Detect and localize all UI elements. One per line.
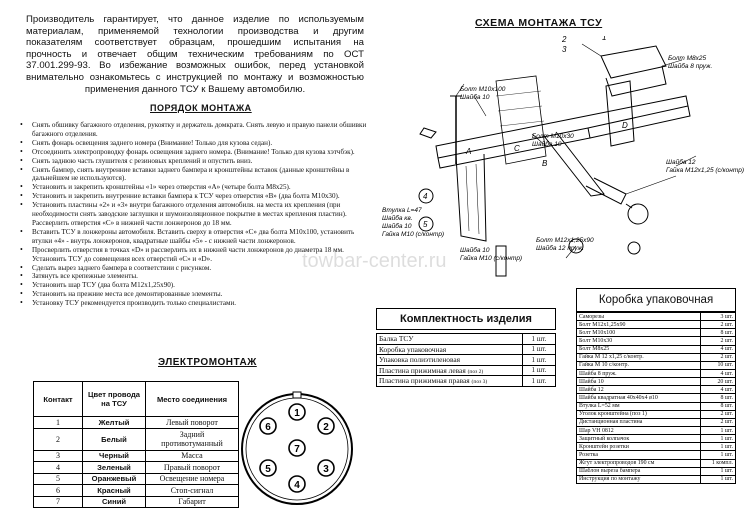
box-item-name: Шаблон выреза бампера <box>577 467 701 475</box>
label-bushing: Втулка L=47 <box>382 207 422 214</box>
box-item-qty: 2 шт. <box>701 353 736 361</box>
kit-item-cell <box>377 365 523 376</box>
table-row <box>577 386 736 394</box>
beam-outline <box>436 96 688 158</box>
table-row <box>34 417 239 429</box>
box-item-name: Шайба 10 <box>577 378 701 386</box>
list-item: • Установить и закрепить внутренние вставки бампера к ТСУ через отверстия «В» (два болта М10х30). <box>18 192 368 201</box>
contact-number: 7 <box>34 496 83 508</box>
box-item-name: Жгут электропроводов 190 см <box>577 459 701 467</box>
label-bolt-m10x30: Болт М10х30 <box>532 133 574 140</box>
watermark: towbar-center.ru <box>302 250 447 272</box>
table-row <box>577 418 736 426</box>
pin-label: 7 <box>294 444 300 455</box>
connection-place: Левый поворот <box>146 417 239 429</box>
connection-place: Освещение номера <box>146 473 239 485</box>
box-item-qty: 4 шт. <box>701 345 736 353</box>
box-item-name: Болт М12х1,25х90 <box>577 321 701 329</box>
box-item-name: Болт М10х30 <box>577 337 701 345</box>
box-item-name: Шайба 8 пруж. <box>577 369 701 377</box>
pin-label: 2 <box>323 422 329 433</box>
label-nut-m10-b: Гайка М10 (с/контр) <box>460 255 523 262</box>
box-item-name: Саморезы <box>577 313 701 321</box>
box-item-qty: 2 шт. <box>701 418 736 426</box>
pin-label: 6 <box>265 422 271 433</box>
trailer-socket-diagram <box>238 390 356 508</box>
box-item-qty: 20 шт. <box>701 378 736 386</box>
box-item-qty: 1 шт. <box>701 475 736 483</box>
table-header-row <box>34 382 239 417</box>
wiring-table <box>33 381 239 508</box>
kit-item-qty: 1 шт. <box>523 365 556 376</box>
table-row <box>577 426 736 434</box>
table-row <box>577 475 736 483</box>
kit-item-name: Балка ТСУ <box>377 334 523 345</box>
table-row <box>377 334 556 345</box>
label-washer10-c: Шайба 10 <box>382 223 412 230</box>
box-item-name: Болт М8х25 <box>577 345 701 353</box>
list-item: • Затянуть все крепежные элементы. <box>18 272 368 281</box>
label-washer10: Шайба 10 <box>460 94 490 101</box>
box-item-qty: 3 шт. <box>701 313 736 321</box>
table-row <box>34 450 239 462</box>
box-item-name: Кронштейн розетки <box>577 443 701 451</box>
kit-item-note: (поз 2) <box>467 368 484 375</box>
label-washer8: Шайба 8 пруж. <box>668 63 713 70</box>
left-bracket <box>456 154 486 241</box>
marker-d: D <box>622 121 628 130</box>
box-item-name: Втулка L=52 мм <box>577 402 701 410</box>
table-row <box>34 485 239 497</box>
box-item-name: Защитный колпачок <box>577 435 701 443</box>
table-row <box>34 428 239 450</box>
box-item-qty: 1 шт. <box>701 467 736 475</box>
box-item-qty: 10 шт. <box>701 361 736 369</box>
mounting-steps-list <box>18 121 368 308</box>
wire-color: Зеленый <box>83 462 146 474</box>
label-washer10-b: Шайба 10 <box>532 141 562 148</box>
list-item: • Просверлить отверстия в точках «D» и рассверлить их в нижней части лонжеронов до диаметра 18 мм. Установить ТСУ до совмещения всех отверстий «С» и «D». <box>18 246 368 264</box>
box-item-name: Гайка М 12 х1,25 с/контр. <box>577 353 701 361</box>
box-item-qty: 8 шт. <box>701 329 736 337</box>
box-item-qty: 4 шт. <box>701 369 736 377</box>
box-item-qty: 2 шт. <box>701 410 736 418</box>
box-title: Коробка упаковочная <box>576 288 736 312</box>
table-row <box>377 376 556 387</box>
electro-title: ЭЛЕКТРОМОНТАЖ <box>158 357 257 368</box>
box-item-name: Шар VH 0812 <box>577 426 701 434</box>
box-item-name: Дистанционная пластина <box>577 418 701 426</box>
box-item-name: Шайба 12 <box>577 386 701 394</box>
box-item-name: Розетка <box>577 451 701 459</box>
box-item-name: Гайка М 10 с/контр. <box>577 361 701 369</box>
kit-item-name: Упаковка полиэтиленовая <box>377 355 523 366</box>
wire-color: Оранжевый <box>83 473 146 485</box>
pin-label: 3 <box>323 464 329 475</box>
label-bolt-m10x100: Болт М10х100 <box>460 86 506 93</box>
header-contact: Контакт <box>34 382 83 417</box>
kit-item-name: Пластина прижимная правая <box>379 376 470 386</box>
scheme-title: СХЕМА МОНТАЖА ТСУ <box>475 17 603 29</box>
kit-item-cell <box>377 376 523 387</box>
table-row <box>577 394 736 402</box>
kit-item-name: Пластина прижимная левая <box>379 365 466 375</box>
box-item-name: Болт М10х100 <box>577 329 701 337</box>
table-row <box>577 459 736 467</box>
socket-key <box>293 392 301 398</box>
kit-item-note: (поз 3) <box>471 379 488 386</box>
table-row <box>577 361 736 369</box>
contact-number: 6 <box>34 485 83 497</box>
box-item-qty: 1 шт. <box>701 426 736 434</box>
box-item-qty: 1 шт. <box>701 443 736 451</box>
list-item: • Установить и закрепить кронштейны «1» через отверстия «А» (четыре болта М8х25). <box>18 183 368 192</box>
box-item-qty: 2 шт. <box>701 337 736 345</box>
table-row <box>577 451 736 459</box>
list-item: • Установить шар ТСУ (два болта М12х1,25х90). <box>18 281 368 290</box>
list-item: • Отсоединить электропроводку фонарь освещения заднего номера. (Внимание! Только для кузова хэтчбэк). <box>18 148 368 157</box>
kit-item-qty: 1 шт. <box>523 344 556 355</box>
table-row <box>34 473 239 485</box>
contact-number: 1 <box>34 417 83 429</box>
table-row <box>577 353 736 361</box>
wire-color: Желтый <box>83 417 146 429</box>
kit-item-qty: 1 шт. <box>523 334 556 345</box>
box-item-qty: 1 шт. <box>701 451 736 459</box>
label-bolt-m8x25: Болт М8х25 <box>668 55 707 62</box>
label-washer12-spring: Шайба 12 пруж. <box>536 245 584 252</box>
table-row <box>577 329 736 337</box>
wire-color: Черный <box>83 450 146 462</box>
box-item-qty: 4 шт. <box>701 386 736 394</box>
table-row <box>577 321 736 329</box>
table-row <box>577 410 736 418</box>
header-wire-color: Цвет провода на ТСУ <box>83 382 146 417</box>
table-row <box>377 365 556 376</box>
upper-bracket-1 <box>601 46 666 78</box>
list-item: • Вставить ТСУ в лонжероны автомобиля. Вставить сверху в отверстия «С» два болта М10х100, установить втулки «4» - внутрь лонжеронов, квадратные шайбы «5» - с нижней части лонжеронов. <box>18 228 368 246</box>
table-row <box>377 344 556 355</box>
box-item-qty: 8 шт. <box>701 402 736 410</box>
pin-label: 1 <box>294 408 300 419</box>
list-item: • Снять заднюю часть глушителя с резиновых креплений и опустить вниз. <box>18 157 368 166</box>
contact-number: 2 <box>34 428 83 450</box>
wire-color: Красный <box>83 485 146 497</box>
kit-title: Комплектность изделия <box>376 308 556 330</box>
marker-c: C <box>514 144 520 153</box>
warranty-intro: Производитель гарантирует, что данное изделие по используемым материалам, применяемой технологии производства и другим показателям соответствует образцам, прошедшим испытания на прочность и отвечает общим техническим требованиям по ОСТ 37.001.299-93. Во избежание возможных ошибок, перед установкой внимательно ознакомьтесь с инструкцией по монтажу и возможностью применения данного ТСУ к Вашему автомобилю. <box>26 14 364 95</box>
table-row <box>34 496 239 508</box>
list-item: • Снять фонарь освещения заднего номера (Внимание! Только для кузова седан). <box>18 139 368 148</box>
box-item-name: Шайба квадратная 40х40х4 ø10 <box>577 394 701 402</box>
connection-place: Правый поворот <box>146 462 239 474</box>
connection-place: Габарит <box>146 496 239 508</box>
marker-4-label: 4 <box>423 192 428 201</box>
connection-place: Стоп-сигнал <box>146 485 239 497</box>
kit-item-qty: 1 шт. <box>523 376 556 387</box>
header-connection: Место соединения <box>146 382 239 417</box>
label-bolt-m12: Болт М12х1,25х90 <box>536 237 594 244</box>
marker-5-label: 5 <box>423 220 428 229</box>
table-row <box>577 313 736 321</box>
box-item-qty: 8 шт. <box>701 394 736 402</box>
box-item-qty: 2 шт. <box>701 321 736 329</box>
box-item-name: Уголок кронштейна (поз 1) <box>577 410 701 418</box>
table-row <box>577 337 736 345</box>
box-item-qty: 1 компл. <box>701 459 736 467</box>
box-item-qty: 1 шт. <box>701 435 736 443</box>
kit-item-name: Коробка упаковочная <box>377 344 523 355</box>
wire-color: Синий <box>83 496 146 508</box>
table-row <box>577 378 736 386</box>
connection-place: Масса <box>146 450 239 462</box>
connection-place: Задний противотуманный <box>146 428 239 450</box>
list-item: • Установить на прежние места все демонтированные элементы. <box>18 290 368 299</box>
box-contents-table <box>576 312 736 484</box>
table-row <box>577 402 736 410</box>
table-row <box>34 462 239 474</box>
contact-number: 4 <box>34 462 83 474</box>
kit-item-qty: 1 шт. <box>523 355 556 366</box>
box-item-name: Инструкция по монтажу <box>577 475 701 483</box>
table-row <box>577 345 736 353</box>
marker-a: A <box>466 147 472 156</box>
kit-table <box>376 333 556 387</box>
pin-label: 4 <box>294 480 300 491</box>
list-item: • Снять обшивку багажного отделения, рукоятку и держатель домкрата. Снять левую и правую панели обшивки багажного отделения. <box>18 121 368 139</box>
table-row <box>577 467 736 475</box>
list-item: • Установить пластины «2» и «3» внутри багажного отделения автомобиля. на места их крепления (при необходимости снять заводские заглушки и шумоизоляционное покрытие в местах крепления пластин). Рассверлить отверстия «С» в нижней части лонжеронов до 18 мм. <box>18 201 368 228</box>
marker-2: 2 <box>562 36 567 44</box>
table-row <box>577 369 736 377</box>
washer-part <box>420 128 436 138</box>
table-row <box>577 443 736 451</box>
pin-label: 5 <box>265 464 271 475</box>
mounting-order-title: ПОРЯДОК МОНТАЖА <box>150 103 252 113</box>
contact-number: 5 <box>34 473 83 485</box>
list-item: • Снять бампер, снять внутренние вставки заднего бампера и кронштейны вставок (данные кронштейны в дальнейшем не используются). <box>18 166 368 184</box>
table-row <box>377 355 556 366</box>
wire-color: Белый <box>83 428 146 450</box>
marker-b: B <box>542 159 548 168</box>
contact-number: 3 <box>34 450 83 462</box>
marker-1: 1 <box>602 36 607 42</box>
label-washer10-d: Шайба 10 <box>460 247 490 254</box>
table-row <box>577 435 736 443</box>
marker-3: 3 <box>562 45 567 54</box>
label-washer-square: Шайба кв. <box>382 215 413 222</box>
label-nut-m10: Гайка М10 (с/контр) <box>382 231 445 238</box>
list-item: • Сделать вырез заднего бампера в соответствии с рисунком. <box>18 264 368 273</box>
label-washer12: Шайба 12 <box>666 159 696 166</box>
label-nut-m12: Гайка М12х1,25 (с/контр) <box>666 167 744 174</box>
list-item: • Установку ТСУ рекомендуется производить только специалистами. <box>18 299 368 308</box>
